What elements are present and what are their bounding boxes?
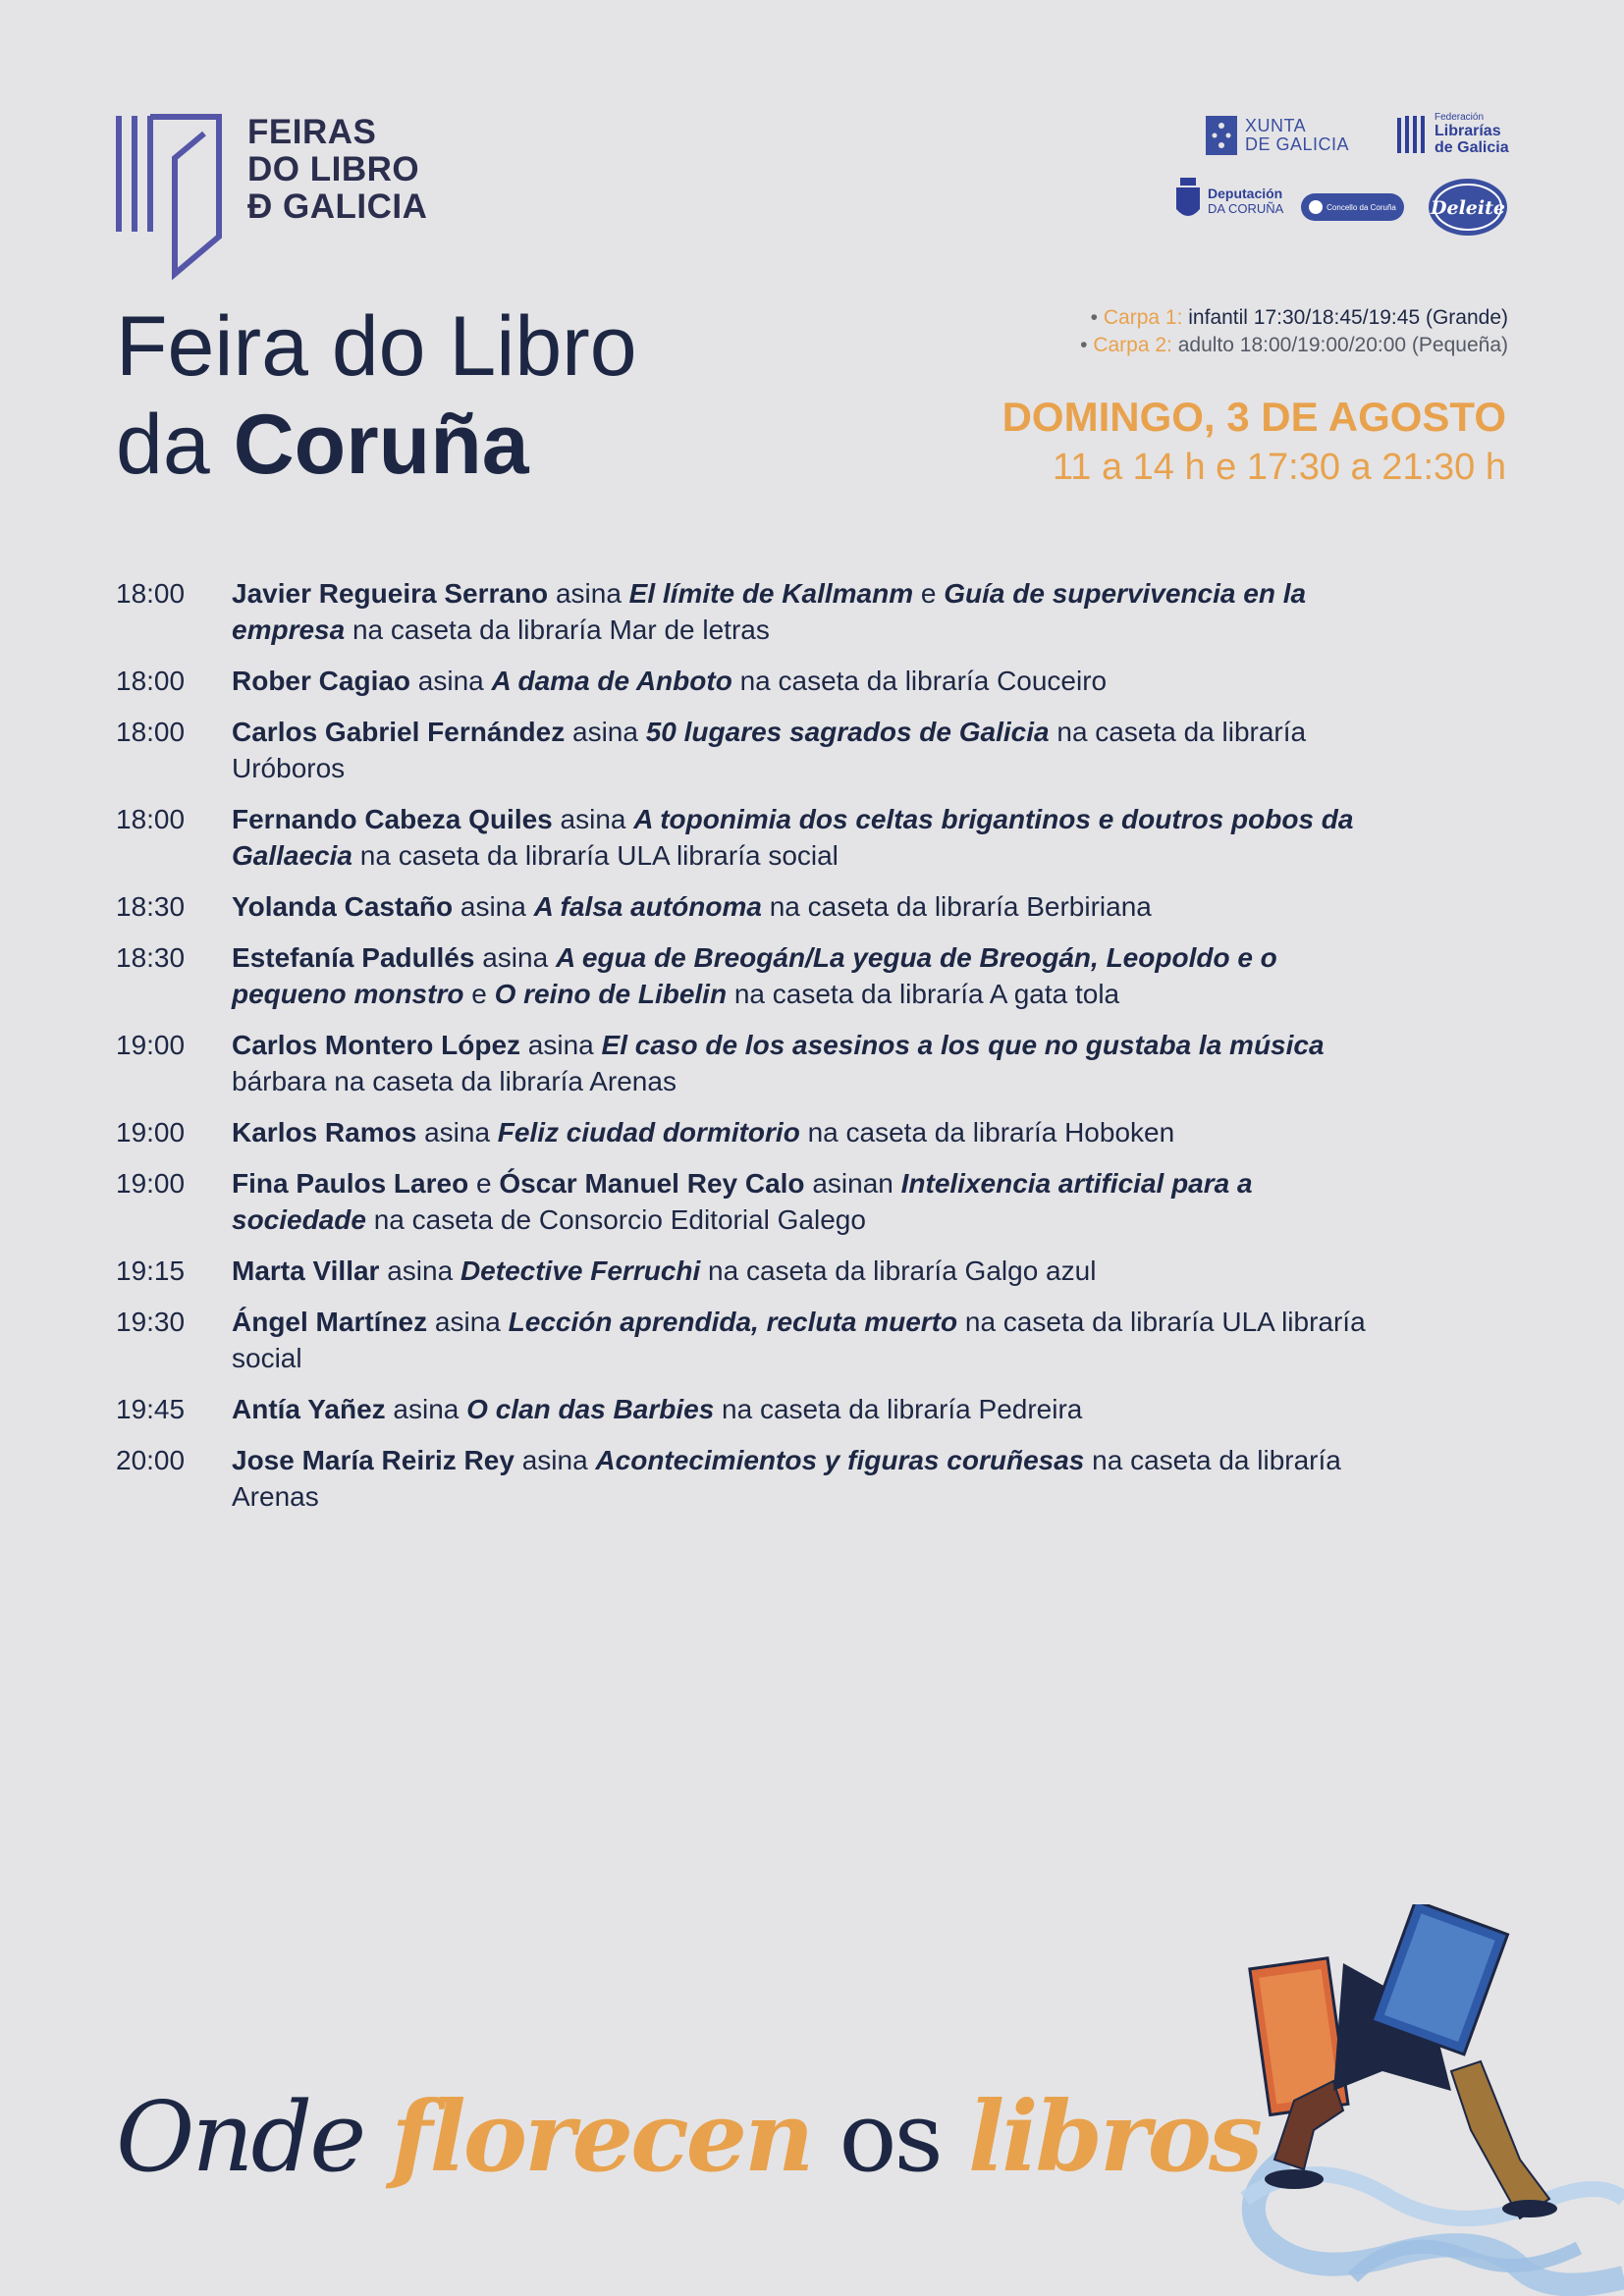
schedule-description <box>232 663 1392 699</box>
author-name: Ángel Martínez <box>232 1307 428 1337</box>
schedule-description <box>232 1027 1392 1099</box>
book-title: Acontecimientos y figuras coruñesas <box>595 1445 1085 1475</box>
concello-coruna-logo <box>1301 193 1404 221</box>
schedule-text: e <box>463 979 495 1009</box>
book-title: O clan das Barbies <box>466 1394 715 1424</box>
logo-line-2: DO LIBRO <box>247 150 420 188</box>
federacion-line-2: Librarías <box>1435 123 1501 139</box>
schedule-text: asina <box>474 942 556 973</box>
xunta-shield-icon <box>1206 116 1237 155</box>
book-title: A egua de Breogán/La yegua de Breogán, Leopoldo e o pequeno monstro <box>232 942 1277 1009</box>
page-title <box>116 297 637 494</box>
author-name: Rober Cagiao <box>232 666 411 696</box>
deputacion-crest-icon <box>1174 178 1202 223</box>
schedule-time: 18:00 <box>116 804 186 834</box>
schedule-row <box>116 663 1392 699</box>
schedule-row <box>116 1165 1392 1238</box>
book-title: Feliz ciudad dormitorio <box>497 1117 800 1148</box>
carpa-1: • Carpa 1: infantil 17:30/18:45/19:45 (Grande) <box>1090 306 1508 329</box>
schedule-text: na caseta da libraría Couceiro <box>731 666 1108 696</box>
book-title: Guía de supervivencia en la empresa <box>232 578 1307 645</box>
slogan <box>116 2079 1260 2197</box>
federacion-line-3: de Galicia <box>1435 139 1509 156</box>
federacion-line-1: Federación <box>1435 112 1485 123</box>
author-name: Antía Yañez <box>232 1394 386 1424</box>
carpa-2-label: Carpa 2: <box>1093 334 1172 356</box>
schedule-time: 20:00 <box>116 1445 186 1475</box>
book-title: Lección aprendida, recluta muerto <box>508 1307 958 1337</box>
schedule-text: asina <box>379 1255 460 1286</box>
schedule-time: 18:00 <box>116 666 186 696</box>
deputacion-line-1: Deputación <box>1208 185 1283 201</box>
schedule-description <box>232 888 1392 925</box>
deleite-label: Deleite <box>1431 197 1505 219</box>
book-title: El límite de Kallmanm <box>628 578 914 609</box>
xunta-logo <box>1206 116 1349 155</box>
schedule-row <box>116 1253 1392 1289</box>
logo-line-1: FEIRAS <box>247 113 377 151</box>
slogan-word-3: os <box>839 2082 941 2194</box>
schedule-text: asina <box>548 578 629 609</box>
schedule-text: asinan <box>804 1168 901 1199</box>
schedule-row <box>116 801 1392 874</box>
schedule-time: 18:00 <box>116 578 186 609</box>
schedule-description <box>232 1114 1392 1150</box>
schedule-description <box>232 1165 1392 1238</box>
schedule-time: 19:00 <box>116 1168 186 1199</box>
deleite-logo <box>1427 177 1509 238</box>
logo-line-3: Ð GALICIA <box>247 187 428 226</box>
schedule-description <box>232 1304 1392 1376</box>
schedule-time: 19:30 <box>116 1307 186 1337</box>
schedule-description <box>232 575 1392 648</box>
schedule-text: asina <box>520 1030 602 1060</box>
schedule-time: 18:30 <box>116 891 186 922</box>
schedule-description <box>232 939 1392 1012</box>
schedule-description <box>232 1391 1392 1427</box>
author-name: Fina Paulos Lareo <box>232 1168 469 1199</box>
schedule-text: na caseta da libraría Hoboken <box>799 1117 1175 1148</box>
carpas-info <box>1080 304 1508 359</box>
book-title: Intelixencia artificial para a sociedade <box>232 1168 1253 1235</box>
slogan-word-4: libros <box>967 2081 1261 2194</box>
event-hours: 11 a 14 h e 17:30 a 21:30 h <box>1052 447 1506 488</box>
carpa-2-text: adulto 18:00/19:00/20:00 (Pequeña) <box>1177 334 1508 356</box>
schedule-time: 18:00 <box>116 717 186 747</box>
schedule-time: 19:00 <box>116 1117 186 1148</box>
event-date: DOMINGO, 3 DE AGOSTO <box>1001 394 1506 440</box>
author-name: Marta Villar <box>232 1255 380 1286</box>
schedule-text: na caseta da libraría Mar de letras <box>345 614 770 645</box>
schedule-text: na caseta da libraría ULA libraría social <box>232 1307 1366 1373</box>
concello-circle-icon <box>1309 200 1323 214</box>
schedule-text: na caseta da libraría A gata tola <box>727 979 1120 1009</box>
schedule-text: asina <box>427 1307 509 1337</box>
schedule-description <box>232 1253 1392 1289</box>
schedule-text: e <box>468 1168 500 1199</box>
carpa-2: • Carpa 2: adulto 18:00/19:00/20:00 (Pequeña) <box>1080 334 1508 356</box>
schedule-text: asina <box>565 717 646 747</box>
schedule-description <box>232 1442 1392 1515</box>
schedule-row <box>116 1304 1392 1376</box>
schedule-row <box>116 1027 1392 1099</box>
book-title: El caso de los asesinos a los que no gustaba la música <box>601 1030 1325 1060</box>
signing-schedule <box>116 575 1392 1529</box>
author-name: Fernando Cabeza Quiles <box>232 804 553 834</box>
title-line-2 <box>116 396 637 494</box>
xunta-line-2: DE GALICIA <box>1245 134 1350 154</box>
title-city: Coruña <box>233 398 529 492</box>
book-title: 50 lugares sagrados de Galicia <box>645 717 1050 747</box>
book-title: Detective Ferruchi <box>460 1255 701 1286</box>
schedule-description <box>232 714 1392 786</box>
carpa-1-label: Carpa 1: <box>1103 306 1183 329</box>
federacion-books-icon <box>1393 114 1429 155</box>
schedule-text: na caseta da libraría Berbiriana <box>761 891 1152 922</box>
schedule-text: asina <box>416 1117 498 1148</box>
schedule-text: e <box>913 578 945 609</box>
author-name: Jose María Reiriz Rey <box>232 1445 514 1475</box>
title-prefix: da <box>116 398 210 492</box>
author-name: Óscar Manuel Rey Calo <box>499 1168 805 1199</box>
schedule-text: na caseta da libraría Arenas <box>232 1445 1341 1512</box>
schedule-description <box>232 801 1392 874</box>
title-line-1: Feira do Libro <box>116 299 637 394</box>
schedule-text: asina <box>453 891 534 922</box>
schedule-text: na caseta da libraría ULA libraría social <box>352 840 839 871</box>
schedule-time: 19:15 <box>116 1255 186 1286</box>
schedule-row <box>116 939 1392 1012</box>
schedule-row <box>116 1114 1392 1150</box>
carpa-1-text: infantil 17:30/18:45/19:45 (Grande) <box>1188 306 1508 329</box>
schedule-time: 19:45 <box>116 1394 186 1424</box>
event-date-block <box>1002 393 1506 493</box>
schedule-text: na caseta da libraría Pedreira <box>714 1394 1083 1424</box>
federacion-librarias-logo <box>1393 112 1509 156</box>
slogan-word-2: florecen <box>391 2081 812 2194</box>
slogan-word-1: Onde <box>116 2082 364 2194</box>
schedule-text: na caseta da libraría Galgo azul <box>700 1255 1097 1286</box>
logo-wordmark <box>247 114 427 226</box>
books-hands-illustration <box>1225 1904 1624 2296</box>
xunta-line-1: XUNTA <box>1245 116 1307 135</box>
author-name: Javier Regueira Serrano <box>232 578 549 609</box>
author-name: Carlos Montero López <box>232 1030 521 1060</box>
schedule-text: asina <box>514 1445 596 1475</box>
schedule-text: asina <box>552 804 634 834</box>
book-title: A toponimia dos celtas brigantinos e doutros pobos da Gallaecia <box>232 804 1354 871</box>
schedule-row <box>116 575 1392 648</box>
schedule-row <box>116 1391 1392 1427</box>
author-name: Carlos Gabriel Fernández <box>232 717 566 747</box>
schedule-text: asina <box>385 1394 467 1424</box>
schedule-row <box>116 888 1392 925</box>
concello-label: Concello da Coruña <box>1326 202 1396 212</box>
book-title: O reino de Libelin <box>494 979 728 1009</box>
schedule-time: 19:00 <box>116 1030 186 1060</box>
schedule-text: asina <box>410 666 492 696</box>
author-name: Karlos Ramos <box>232 1117 417 1148</box>
schedule-text: na caseta de Consorcio Editorial Galego <box>365 1204 866 1235</box>
book-title: A falsa autónoma <box>533 891 762 922</box>
schedule-text: na caseta da libraría Uróboros <box>232 717 1307 783</box>
book-title: A dama de Anboto <box>491 666 732 696</box>
author-name: Yolanda Castaño <box>232 891 454 922</box>
schedule-time: 18:30 <box>116 942 186 973</box>
author-name: Estefanía Padullés <box>232 942 475 973</box>
deputacion-line-2: DA CORUÑA <box>1208 200 1284 216</box>
deputacion-coruna-logo <box>1174 178 1283 223</box>
schedule-text: bárbara na caseta da libraría Arenas <box>232 1066 677 1096</box>
schedule-row <box>116 714 1392 786</box>
schedule-row <box>116 1442 1392 1515</box>
